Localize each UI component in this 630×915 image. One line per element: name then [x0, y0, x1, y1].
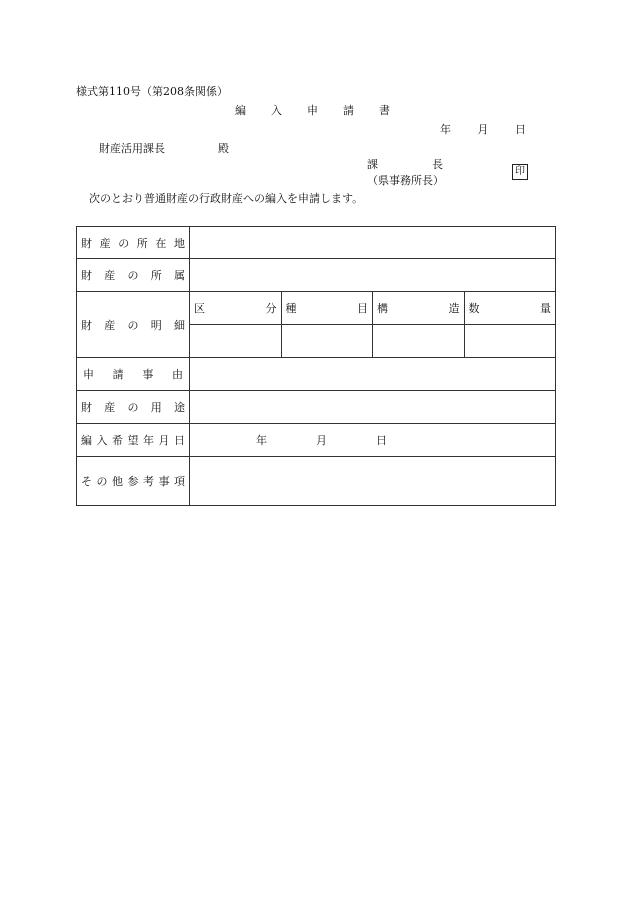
sender-office: （県事務所長）: [367, 174, 444, 187]
column-header-category: 区 分: [190, 292, 282, 325]
desired-date-field[interactable]: 年 月 日: [190, 424, 556, 457]
other-notes-field[interactable]: [190, 457, 556, 506]
date-line: 年 月 日: [440, 123, 526, 136]
quantity-field[interactable]: [464, 325, 556, 358]
usage-field[interactable]: [190, 391, 556, 424]
form-number: 様式第110号（第208条関係）: [76, 85, 228, 98]
addressee: 財産活用課長: [99, 142, 165, 155]
table-row-reason: [77, 358, 556, 391]
application-table: [76, 226, 556, 506]
structure-field[interactable]: [373, 325, 465, 358]
intro-text: 次のとおり普通財産の行政財産への編入を申請します。: [89, 192, 364, 205]
reason-field[interactable]: [190, 358, 556, 391]
table-row-usage: [77, 391, 556, 424]
type-field[interactable]: [281, 325, 373, 358]
row-label: 財 産 の 所 属: [77, 259, 190, 292]
table-row-location: [77, 227, 556, 259]
affiliation-field[interactable]: [190, 259, 556, 292]
addressee-honorific: 殿: [218, 142, 229, 155]
row-label: 申 請 事 由: [77, 358, 190, 391]
table-row-other-notes: [77, 457, 556, 506]
row-label: 財 産 の 用 途: [77, 391, 190, 424]
document-title: 編 入 申 請 書: [235, 104, 390, 117]
table-row-details-header: [77, 292, 556, 325]
row-label: 編 入 希 望 年 月 日: [77, 424, 190, 457]
row-label: 財 産 の 明 細: [77, 292, 190, 358]
location-field[interactable]: [190, 227, 556, 259]
column-header-structure: 構 造: [373, 292, 465, 325]
column-header-type: 種 目: [281, 292, 373, 325]
table-row-affiliation: [77, 259, 556, 292]
sender-title: 課 長: [367, 158, 443, 171]
table-row-desired-date: [77, 424, 556, 457]
row-label: 財 産 の 所 在 地: [77, 227, 190, 259]
row-label: そ の 他 参 考 事 項: [77, 457, 190, 506]
category-field[interactable]: [190, 325, 282, 358]
column-header-quantity: 数 量: [464, 292, 556, 325]
seal-mark: 印: [512, 164, 528, 180]
